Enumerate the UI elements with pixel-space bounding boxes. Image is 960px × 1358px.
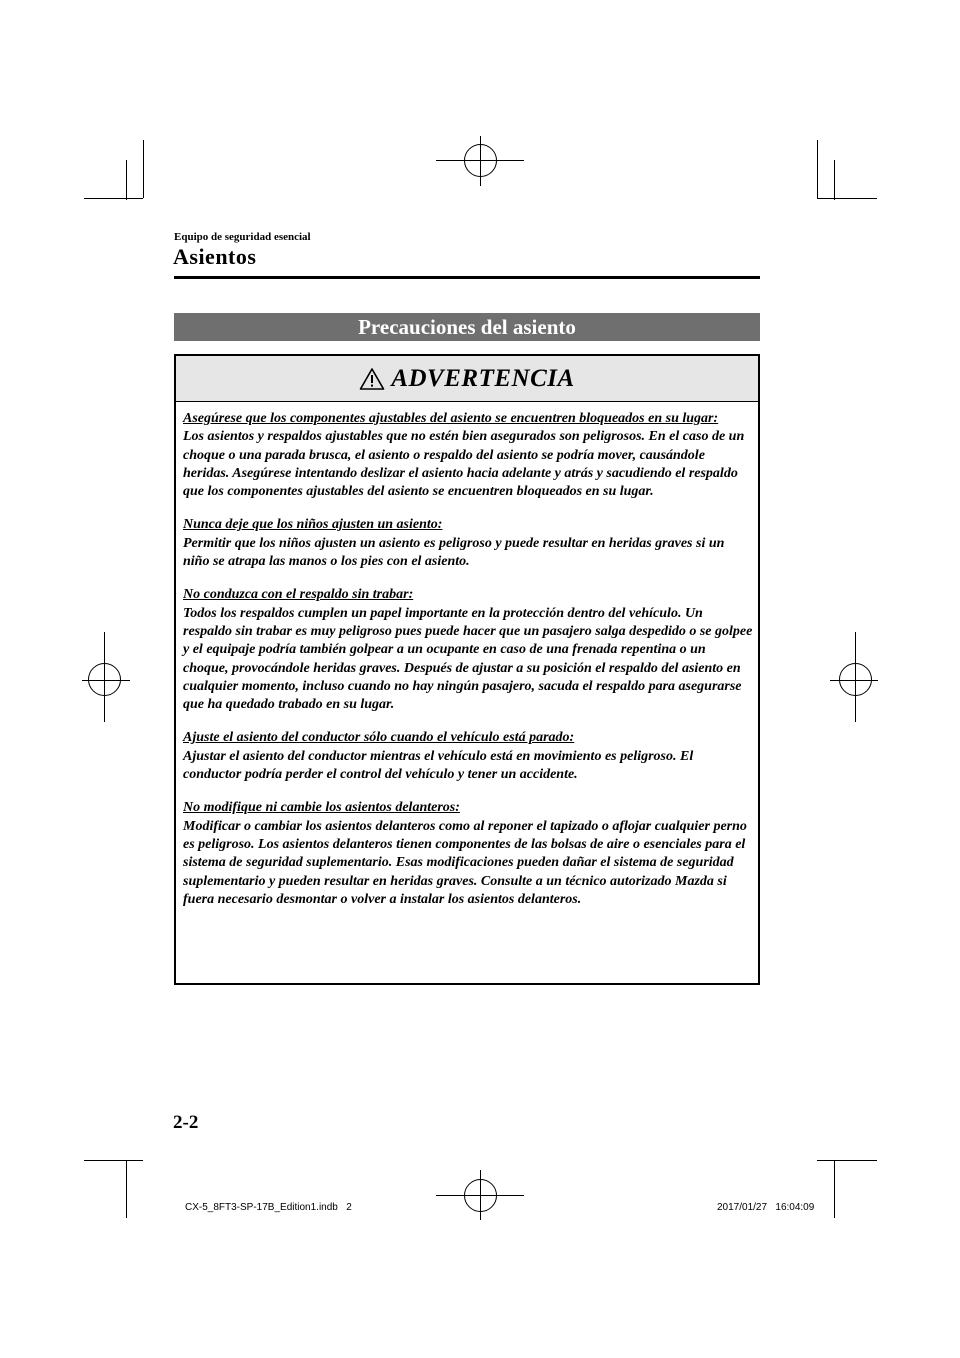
warning-item-heading: Nunca deje que los niños ajusten un asiento: xyxy=(183,517,443,533)
warning-box xyxy=(174,354,760,985)
header-rule xyxy=(174,276,760,279)
warning-item-heading: Ajuste el asiento del conductor sólo cuando el vehículo está parado: xyxy=(183,730,575,746)
page-number: 2-2 xyxy=(173,1112,199,1133)
warning-item-text: Todos los respaldos cumplen un papel importante en la protección dentro del vehículo. Un respaldo sin trabar es muy peligroso pues puede hacer que un pasajero salga despedido o se golpee y el equipaje podría también golpear a un ocupante en caso de una frenada repentina o un choque, provocándole heridas graves. Después de ajustar a su posición el respaldo del asiento en cualquier momento, incluso cuando no hay ningún pasajero, sacuda el respaldo para asegurarse que ha quedado trabado en su lugar. xyxy=(183,605,753,713)
warning-item-text: Modificar o cambiar los asientos delanteros como al reponer el tapizado o aflojar cualquier perno es peligroso. Los asientos delanteros tienen componentes de las bolsas de aire o esenciales para el sistema de seguridad suplementario. Esas modificaciones pueden dañar el sistema de seguridad suplementario y pueden resultar en heridas graves. Consulte a un técnico autorizado Mazda si fuera necesario desmontar o volver a instalar los asientos delanteros. xyxy=(183,818,747,907)
warning-item-heading: No modifique ni cambie los asientos delanteros: xyxy=(183,800,460,816)
warning-item-text: Los asientos y respaldos ajustables que no estén bien asegurados son peligrosos. En el caso de un choque o una parada brusca, el asiento o respaldo del asiento se podría mover, causándole heridas. Asegúrese intentando deslizar el asiento hacia adelante y atrás y sacudiendo el respaldo que los componentes ajustables del asiento se encuentren bloqueados en su lugar. xyxy=(183,429,745,500)
warning-title: ADVERTENCIA xyxy=(391,364,575,392)
warning-triangle-icon xyxy=(359,367,385,391)
warning-item xyxy=(183,799,754,909)
section-banner: Precauciones del asiento xyxy=(174,313,760,341)
section-label: Equipo de seguridad esencial xyxy=(174,231,311,243)
footer-timestamp: 2017/01/27 16:04:09 xyxy=(717,1202,815,1213)
warning-item-text: Permitir que los niños ajusten un asiento es peligroso y puede resultar en heridas graves si un niño se atrapa las manos o los pies con el asiento. xyxy=(183,535,725,570)
footer-file-info: CX-5_8FT3-SP-17B_Edition1.indb 2 xyxy=(185,1202,352,1213)
warning-header xyxy=(176,356,758,402)
chapter-title: Asientos xyxy=(173,244,257,269)
warning-item-text: Ajustar el asiento del conductor mientras el vehículo está en movimiento es peligroso. El conductor podría perder el control del vehículo y tener un accidente. xyxy=(183,748,694,783)
warning-body xyxy=(176,402,758,909)
warning-item xyxy=(183,729,754,784)
warning-item-heading: No conduzca con el respaldo sin trabar: xyxy=(183,587,414,603)
warning-item xyxy=(183,410,754,501)
warning-item xyxy=(183,516,754,571)
warning-item-heading: Asegúrese que los componentes ajustables del asiento se encuentren bloqueados en su lugar: xyxy=(183,411,719,426)
warning-item xyxy=(183,586,754,714)
